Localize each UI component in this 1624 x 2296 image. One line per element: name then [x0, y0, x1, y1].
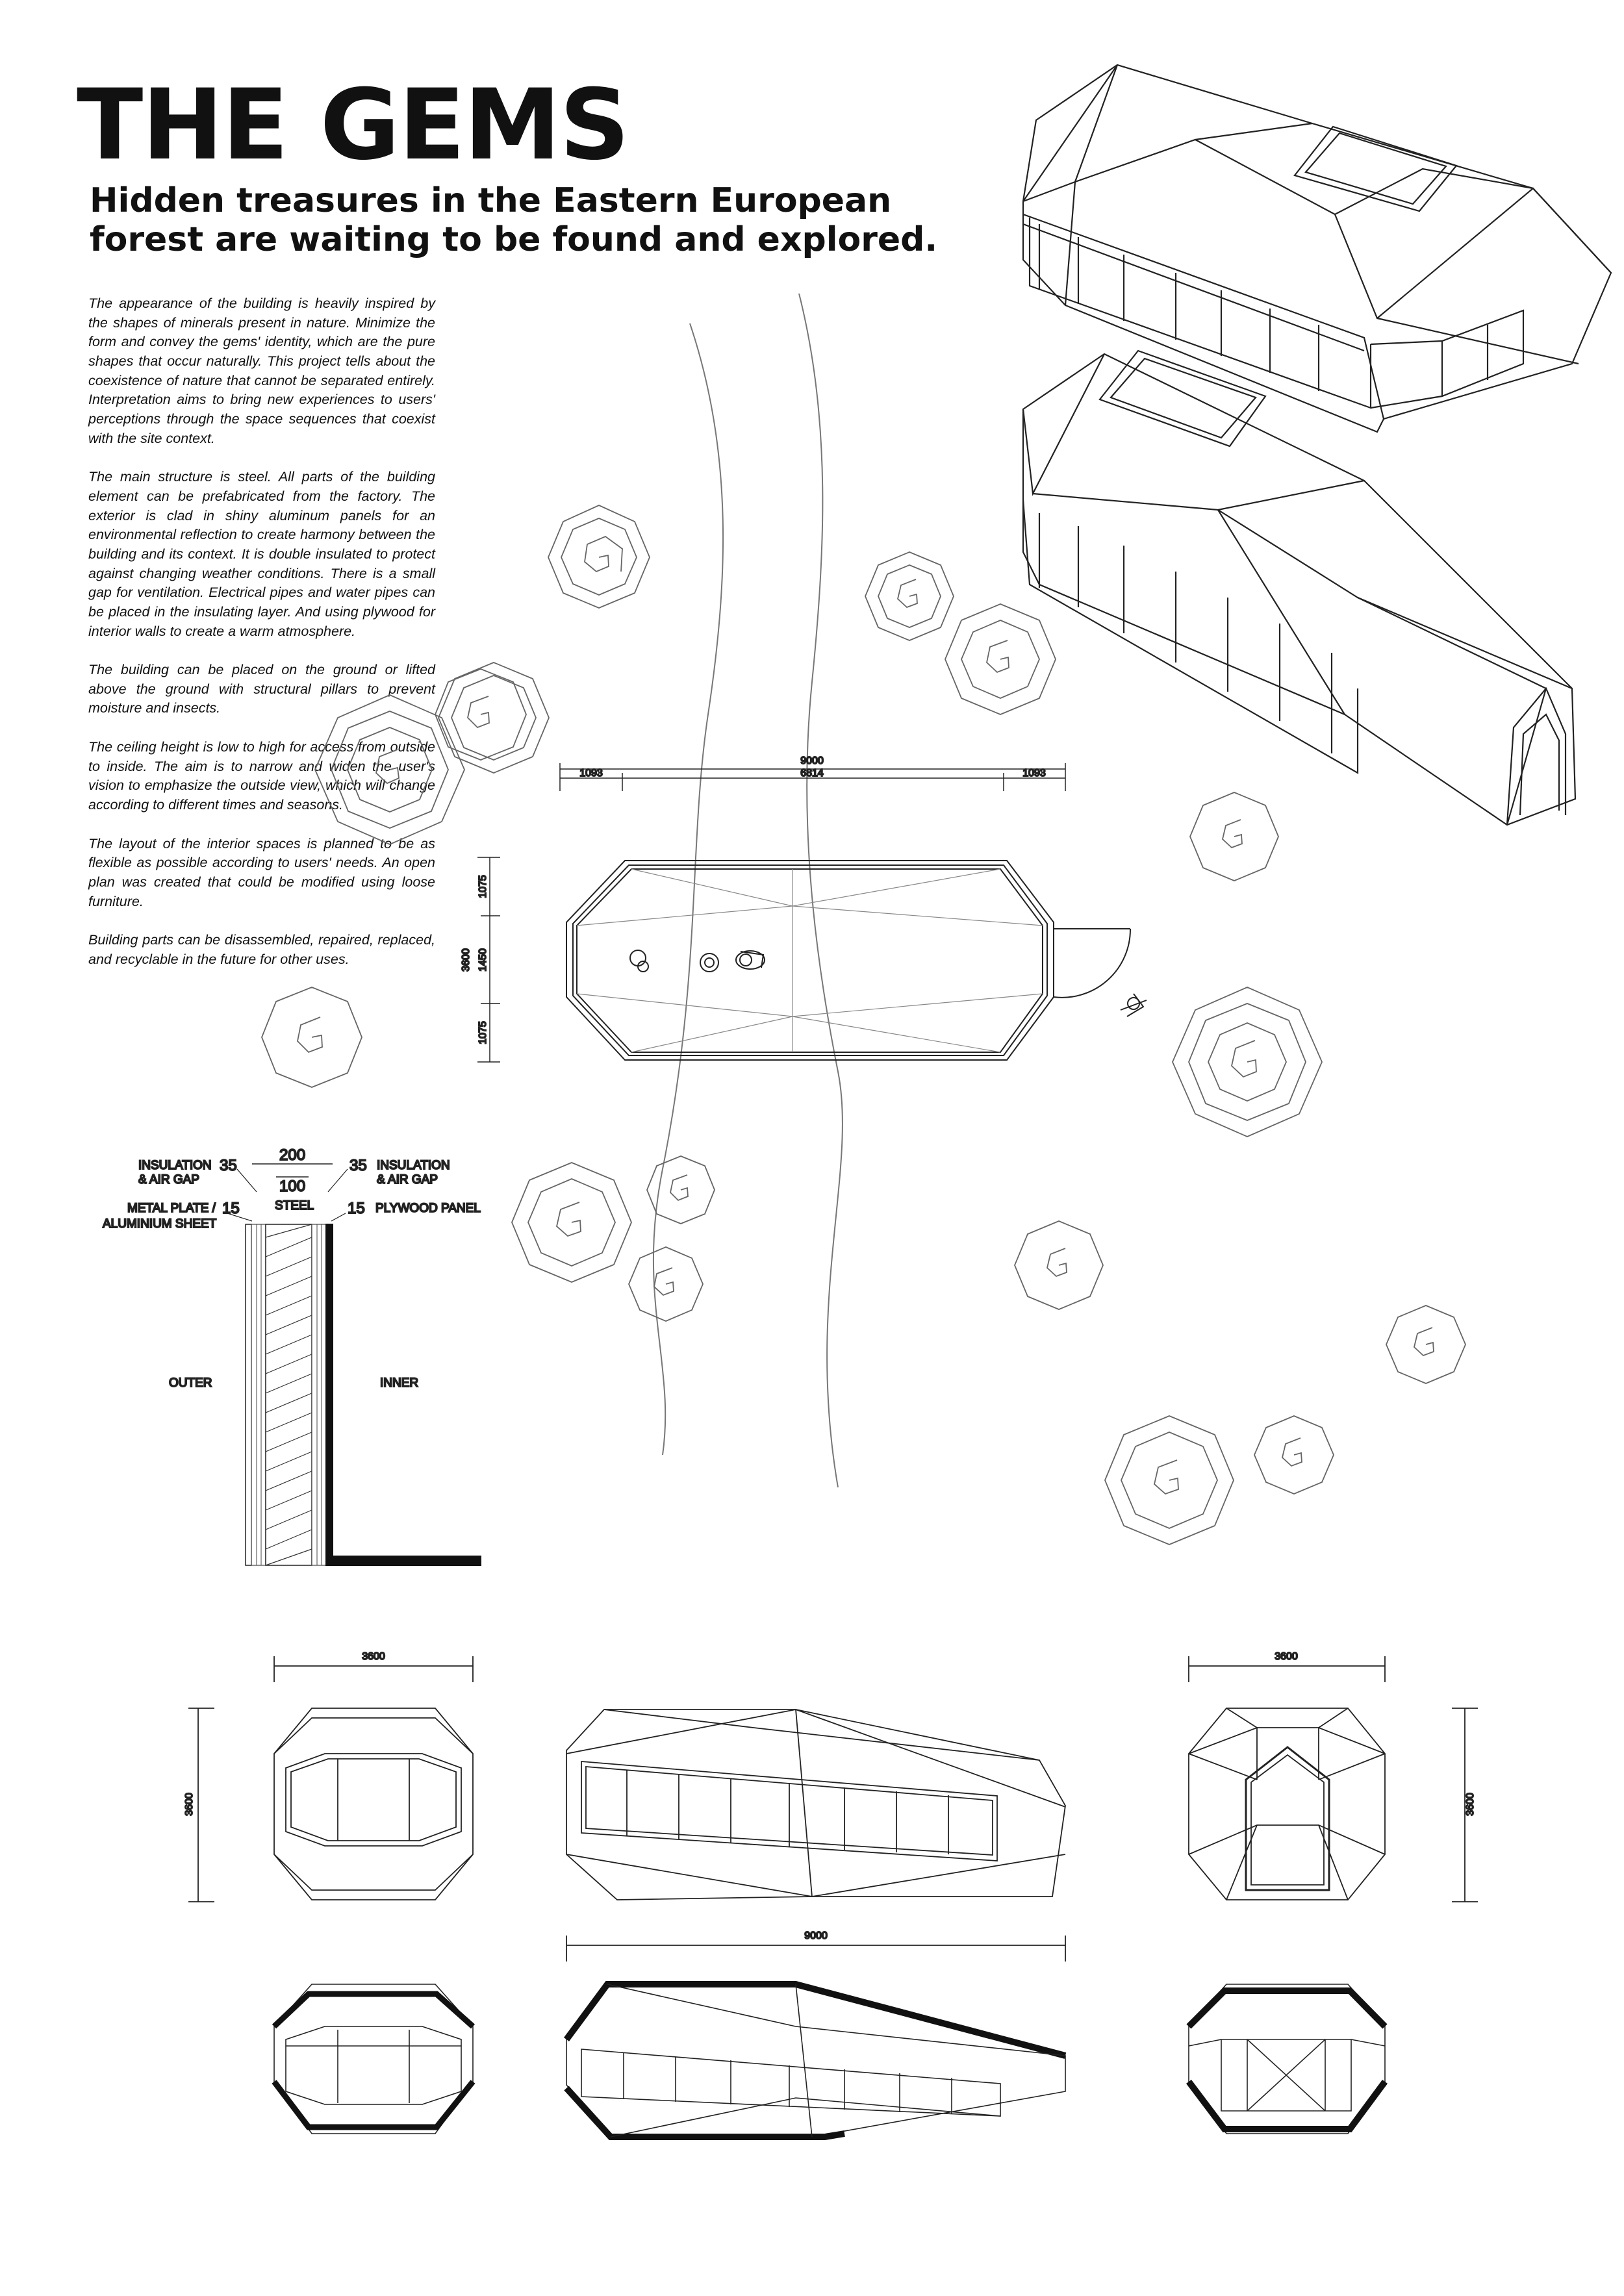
tree-symbol: [629, 1247, 703, 1321]
description-paragraph: Building parts can be disassembled, repaired, replaced, and recyclable in the future for other uses.: [88, 932, 435, 968]
section-back: [1189, 1984, 1385, 2134]
floor-plan: [566, 861, 1147, 1060]
front-elevation: [188, 1656, 473, 1902]
tree-symbol: [1173, 987, 1322, 1137]
tree-symbol: [647, 1156, 715, 1224]
back-dim-width: 3600: [1275, 1651, 1298, 1662]
axonometric-lower: [1023, 351, 1575, 825]
tree-symbol: [548, 505, 650, 608]
wall-label-insulation-right-l2: & AIR GAP: [377, 1173, 438, 1187]
side-dim-length: 9000: [804, 1930, 828, 1941]
description-paragraph: The main structure is steel. All parts of the building element can be prefabricated from the factory. The exterior is clad in shiny aluminum panels for an environmental reflection to create harmony between the building and its context. It is double insulated to protect against changing weather conditions. There is a small gap for ventilation. Electrical pipes and water pipes can be placed in the insulating layer. And using plywood for interior walls to create a warm atmosphere.: [88, 469, 435, 639]
wall-label-outer: OUTER: [169, 1376, 212, 1390]
furniture-figures: [630, 950, 1147, 1016]
tree-symbol: [1190, 792, 1278, 881]
side-elevation: [566, 1709, 1065, 1962]
site-path-lines: [653, 294, 843, 1487]
tree-symbol: [512, 1163, 631, 1282]
wall-section: [227, 1164, 481, 1565]
page-title: THE GEMS: [77, 69, 629, 182]
wall-label-steel: STEEL: [275, 1199, 314, 1213]
plan-dim-right: 1093: [1022, 768, 1046, 779]
tree-symbol: [945, 604, 1056, 714]
plan-dim-left: 1093: [579, 768, 603, 779]
back-elevation: [1189, 1656, 1478, 1902]
plan-dim-total: 9000: [800, 755, 824, 766]
plan-dim-width-middle: 1450: [477, 948, 488, 972]
plan-dim-width-top: 1075: [477, 875, 488, 898]
wall-label-metal-l1: METAL PLATE /: [127, 1202, 216, 1215]
section-side: [566, 1984, 1065, 2137]
wall-label-metal-l2: ALUMINIUM SHEET: [103, 1217, 217, 1231]
plan-dim-width-bottom: 1075: [477, 1021, 488, 1044]
tree-symbol: [1105, 1416, 1234, 1545]
front-dim-width: 3600: [362, 1651, 385, 1662]
subtitle-line-2: forest are waiting to be found and explored.: [90, 220, 938, 259]
site-trees: [262, 505, 1465, 1545]
axonometric-upper: [1023, 65, 1611, 432]
plan-dim-middle: 6814: [800, 768, 824, 779]
description-paragraph: The building can be placed on the ground or lifted above the ground with structural pillars to prevent moisture and insects.: [88, 662, 435, 716]
tree-symbol: [1015, 1221, 1103, 1309]
section-front: [274, 1984, 473, 2134]
description-paragraph: The layout of the interior spaces is planned to be as flexible as possible according to users' needs. An open plan was created that could be modified using loose furniture.: [88, 835, 435, 909]
tree-symbol: [1254, 1416, 1334, 1494]
wall-label-plywood: PLYWOOD PANEL: [375, 1202, 481, 1215]
wall-dim-steel: 100: [279, 1178, 306, 1195]
tree-symbol: [1386, 1306, 1465, 1383]
subtitle-line-1: Hidden treasures in the Eastern European: [90, 181, 892, 220]
tree-symbol: [315, 695, 464, 844]
back-dim-height: 3600: [1465, 1793, 1476, 1816]
description-paragraph: The ceiling height is low to high for access from outside to inside. The aim is to narrow and widen the user's vision to emphasize the outside view, which will change according to different times and seasons.: [88, 739, 435, 813]
wall-label-insulation-left-l1: INSULATION: [138, 1159, 212, 1172]
wall-dim-insul-left: 35: [220, 1157, 237, 1174]
tree-symbol: [262, 987, 362, 1087]
wall-label-inner: INNER: [380, 1376, 419, 1390]
description-paragraph: The appearance of the building is heavily inspired by the shapes of minerals present in nature. Minimize the form and convey the gems' identity, which are the pure shapes that occur naturally. This project tells about the coexistence of nature that cannot be separated entirely. Interpretation aims to bring new experiences to users' perceptions through the space sequences that coexist with the site context.: [88, 296, 435, 446]
wall-dim-metal: 15: [222, 1200, 240, 1217]
tree-symbol: [865, 552, 954, 640]
wall-dim-total: 200: [279, 1146, 306, 1164]
wall-dim-insul-right: 35: [349, 1157, 367, 1174]
plan-dim-width-total: 3600: [461, 948, 472, 972]
wall-dim-plywood: 15: [348, 1200, 365, 1217]
tree-symbol: [435, 669, 526, 760]
wall-label-insulation-right-l1: INSULATION: [377, 1159, 450, 1172]
wall-label-insulation-left-l2: & AIR GAP: [138, 1173, 199, 1187]
front-dim-height: 3600: [184, 1793, 195, 1816]
